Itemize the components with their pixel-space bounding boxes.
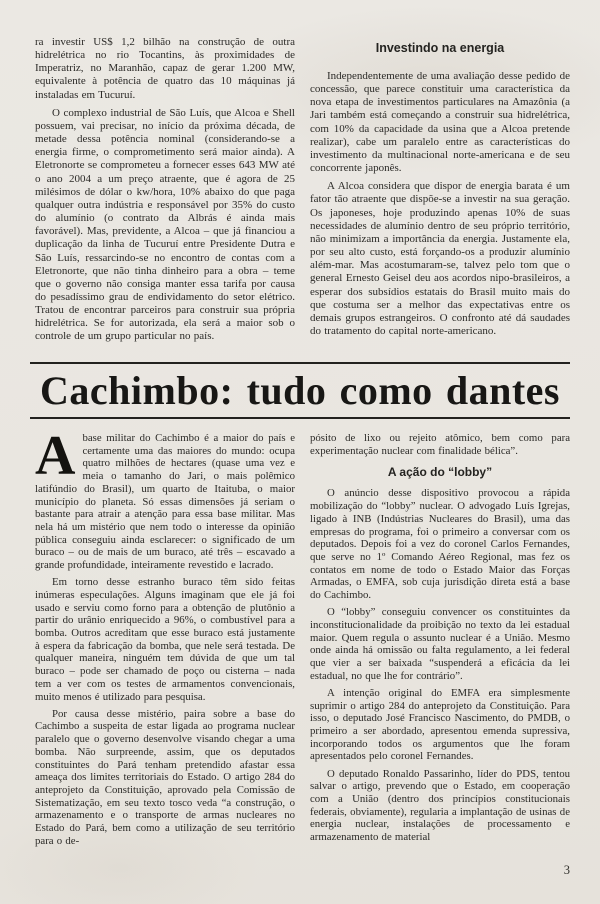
paragraph: Em torno desse estranho buraco têm sido feitas inúmeras especulações. Alguns imaginam que ele já foi usado e serviu como forno para a obtenção de plutônio a partir do urânio enriquecido a 96%, o combustível para a bomba. Outros acreditam que esse buraco está justamente à espera da fabricação da bomba, que nele será testada. De qualquer maneira, ninguém tem dúvida de que um tal buraco – pode ser chamado de poço ou cisterna – nada tem a ver com os testes de armamentos convencionais, muito menos é utilizado para pesquisa. <box>35 576 295 703</box>
paragraph: Por causa desse mistério, paira sobre a base do Cachimbo a suspeita de estar ligada ao programa nuclear paralelo que o governo desenvolve visando chegar a uma bomba. Não surpreende, assim, que os deputados constituintes do Pará tenham pretendido afastar essa ameaça dos limites territoriais do Estado. O artigo 284 do anteprojeto da Constituição, aprovado pela Comissão de Sistematização, em seu texto tosco veda “a construção, o armazenamento e o transporte de armas nucleares no Estado do Pará, bem como a utilização de seu território para o de- <box>35 707 295 847</box>
paragraph: pósito de lixo ou rejeito atômico, bem como para experimentação nuclear com finalidade bélica”. <box>310 432 570 457</box>
main-left-column <box>35 432 295 892</box>
paragraph: A Alcoa considera que dispor de energia barata é um fator tão atraente que dispõe-se a investir na sua geração. Os japoneses, hoje produzindo apenas 10% de suas necessidades de alumínio dentro de seu próprio território, não minimizam a importância da energia. Justamente ela, por seu alto custo, está forçando-os a produzir alumínio além-mar. Mas acostumaram-se, talvez pelo tom que o general Ernesto Geisel deu aos acordos nipo-brasileiros, a esperar dos subsídios estatais do Brasil muito mais do que costuma ser a melhor das expectativas entre os demais grupos estrangeiros. O confronto até dá saudades do tratamento do capital norte-americano. <box>310 180 570 337</box>
page-number: 3 <box>563 863 570 877</box>
sub-section-heading: A ação do “lobby” <box>387 465 493 480</box>
paragraph-text: base militar do Cachimbo é a maior do país e certamente uma das maiores do mundo: ocupa quatro milhões de hectares (quase uma vez e meia o tamanho do Jari, o mais polêmico latifúndio do Brasil), um quarto de Itaituba, o maior município do planeta. Só essas dimensões já seriam o bastante para atrair a atenção para essa base militar. Mas nela há um mistério que nem todo o interesse da opinião pública conseguiu ainda esclarecer: o significado de um buraco – ou de mais de um buraco, até três – escavado a grande profundidade, inteiramente revestido e lacrado. <box>35 432 295 572</box>
drop-cap: A <box>35 432 76 487</box>
top-left-column <box>35 36 295 362</box>
paragraph: ra investir US$ 1,2 bilhão na construção de outra hidrelétrica no rio Tocantins, às proximidades de Imperatriz, no Maranhão, capaz de gerar 1.200 MW, equivalente à potência de quatro das 10 máquinas já instaladas em Tucuruí. <box>35 36 295 101</box>
paragraph: O “lobby” conseguiu convencer os constituintes da inconstitucionalidade da proibição no texto da lei estadual maior. Quem regula o assunto nuclear é a União. Mesmo onde ainda há omissão ou falta regulamento, a lei federal que vier a ser baixada “suspenderá a eficácia da lei estadual, no que lhe for contrário”. <box>310 606 570 682</box>
article-headline: Cachimbo: tudo como dantes <box>40 368 560 413</box>
paragraph: O deputado Ronaldo Passarinho, líder do PDS, tentou salvar o artigo, prevendo que o Estado, em cooperação com a União (dentro dos princípios constitucionais federais, obviamente), regularia a implantação de usinas de energia nuclear, instalações de processamento e armazenamento de material <box>310 767 570 844</box>
drop-cap-paragraph <box>35 432 295 572</box>
section-heading: Investindo na energia <box>375 41 505 55</box>
paragraph: A intenção original do EMFA era simplesmente suprimir o artigo 284 do anteprojeto da Constituição. Para isso, o deputado José Francisco Nascimento, do PMDB, o primeiro a ser abordado, apresentou emenda supressiva, incorporando todos os argumentos que lhe foram apresentados pelo coronel Fernandes. <box>310 686 570 763</box>
paragraph: O anúncio desse dispositivo provocou a rápida mobilização do “lobby” nuclear. O advogado Luís Igrejas, ligado à INB (Indústrias Nucleares do Brasil), uma das empresas do programa, foi o primeiro a conversar com os deputados. Depois foi a vez do coronel Carlos Fernandes, que serve no 1º Comando Aéreo Regional, mas fez os contatos em nome de todo o Estado Maior das Forças Armadas, o EMFA, sob cuja jurisdição direta está a base do Cachimbo. <box>310 487 570 602</box>
paragraph: O complexo industrial de São Luís, que Alcoa e Shell possuem, vai precisar, no início da próxima década, de metade dessa potência nominal (considerando-se a energia firme, o comprometimento será maior ainda). A Eletronorte se comprometeu a fornecer esses 643 MW até o ano 2004 a um preço atraente, que é agora de 25 milésimos de dólar o kw/hora, 10% abaixo do que paga qualquer outra indústria e responsável por 35% do custo do alumínio (o contrato da Albrás é ainda mais favorável). Mas, previdente, a Alcoa – que já financiou a duplicação da linha de Tucuruí entre Presidente Dutra e São Luís, ressarcindo-se no encontro de contas com a Eletronorte, que não tinha dinheiro para a obra – teme que o governo não consiga manter essa tarifa por causa do pesadíssimo grau de endividamento do setor elétrico. Tratou de encontrar parceiros para construir sua própria hidrelétrica. Se for autorizada, ela será a maior sob o controle de um grupo particular no país. <box>35 106 295 343</box>
top-article <box>35 36 570 362</box>
divider-bottom <box>30 417 570 419</box>
divider-top <box>30 362 570 364</box>
main-article-body <box>35 432 570 892</box>
headline-block <box>30 362 570 419</box>
paragraph: Independentemente de uma avaliação desse pedido de concessão, que parece constituir uma característica da nova etapa de investimentos particulares na Amazônia (a Jari também está começando a construir sua hidrelétrica, com 10% da capacidade da usina que a Alcoa pretende realizar), cabe um paralelo entre as características do investimento da multinacional norte-americana e de seu concorrente japonês. <box>310 70 570 175</box>
top-right-column <box>310 36 570 362</box>
main-right-column <box>310 432 570 892</box>
